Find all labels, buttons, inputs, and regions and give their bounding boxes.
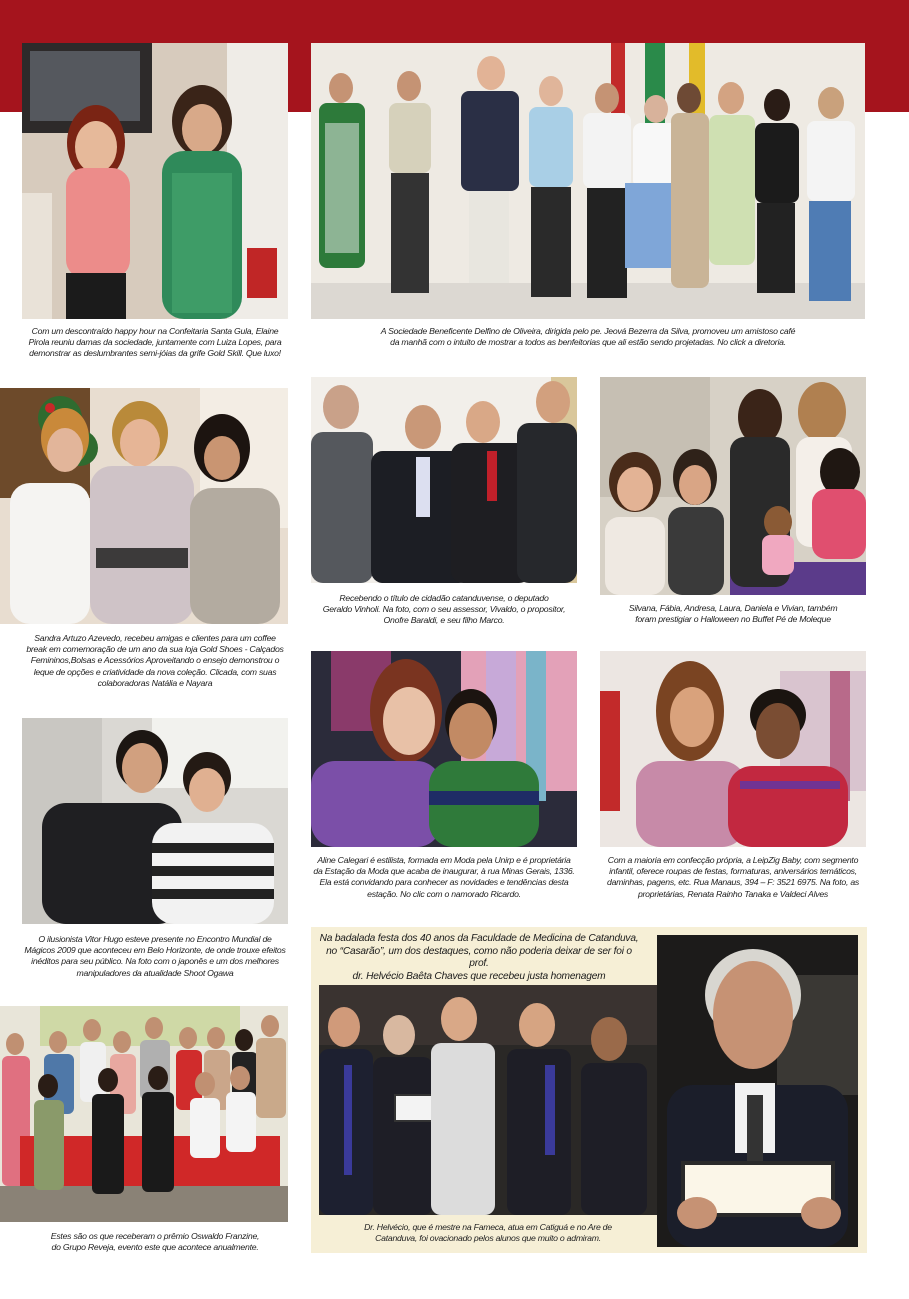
photo-award-group xyxy=(0,1006,288,1222)
photo-group-of-two-women xyxy=(22,43,288,319)
photo-group-board-of-directors xyxy=(311,43,865,319)
photo-man-holding-plaque xyxy=(657,935,858,1247)
tribute-headline: Na badalada festa dos 40 anos da Faculdade de Medicina de Catanduva, no “Casarão”, um dos destaques, como não poderia deixar de ser foi o prof. dr. Helvécio Baêta Chaves que recebeu justa homenagem xyxy=(319,933,639,982)
caption-halloween: Silvana, Fábia, Andresa, Laura, Daniela e Vivian, também foram prestigiar o Halloween no Buffet Pé de Moleque xyxy=(628,603,838,625)
caption-board-of-directors: A Sociedade Beneficente Delfino de Oliveira, dirigida pelo pe. Jeová Bezerra da Silva, promoveu um amistoso café da manhã com o intuito de mostrar a todos as benfeitorias que ali estão sendo projetadas. No click a diretoria. xyxy=(380,326,796,348)
photo-three-women-coffee-break xyxy=(0,388,288,624)
photo-four-men-in-suits xyxy=(311,377,577,583)
photo-couple-fashion-store xyxy=(311,651,577,847)
photo-two-women-store xyxy=(600,651,866,847)
photo-two-men-magicians xyxy=(22,718,288,924)
caption-magicians: O ilusionista Vitor Hugo esteve presente no Encontro Mundial de Mágicos 2009 que aconteceu em Belo Horizonte, de onde trouxe efeitos inéditos para seu público. Na foto com o japonês e um dos melhores manipuladores da atualidade Shoot Ogawa xyxy=(24,934,286,978)
caption-award-group: Estes são os que receberam o prêmio Oswaldo Franzine, do Grupo Reveja, evento este que acontece anualmente. xyxy=(50,1231,260,1253)
photo-six-women-halloween xyxy=(600,377,866,595)
caption-leipzig-baby: Com a maioria em confecção própria, a LeipZig Baby, com segmento infantil, oferece roupas de festas, formaturas, aniversários temáticos, daminhas, pagens, etc. Rua Manaus, 394 – F: 3521 6975. Na foto, as proprietárias, Renata Rainho Tanaka e Valdeci Alves xyxy=(606,855,860,899)
caption-happy-hour: Com um descontraído happy hour na Confeitaria Santa Gula, Elaine Pirola reuniu damas da sociedade, juntamente com Luiza Lopes, para demonstrar as deslumbrantes semi-jóias da grife Gold Skill. Que luxo! xyxy=(28,326,282,359)
photo-graduates-group xyxy=(319,985,657,1215)
caption-coffee-break: Sandra Artuzo Azevedo, recebeu amigas e clientes para um coffee break em comemoração de um ano da sua loja Gold Shoes - Calçados Femininos,Bolsas e Acessórios Aproveitando o ensejo demonstrou o leque de opções e criatividade da nova coleção. Clicada, com suas colaboradoras Natália e Nayara xyxy=(26,633,284,688)
caption-honorary-citizen: Recebendo o título de cidadão catanduvense, o deputado Geraldo Vinholi. Na foto, com o seu assessor, Vivaldo, o propositor, Onofre Baraldi, e seu filho Marco. xyxy=(322,593,566,626)
caption-fashion-store: Aline Calegari é estilista, formada em Moda pela Unirp e é proprietária da Estação da Moda que acaba de inaugurar, à rua Minas Gerais, 1336. Ela está convidando para conhecer as novidades e tendências desta estação. No clic com o namorado Ricardo. xyxy=(313,855,575,899)
caption-dr-helvecio: Dr. Helvécio, que é mestre na Fameca, atua em Catiguá e no Are de Catanduva, foi ovacionado pelos alunos que muito o admiram. xyxy=(364,1222,612,1244)
